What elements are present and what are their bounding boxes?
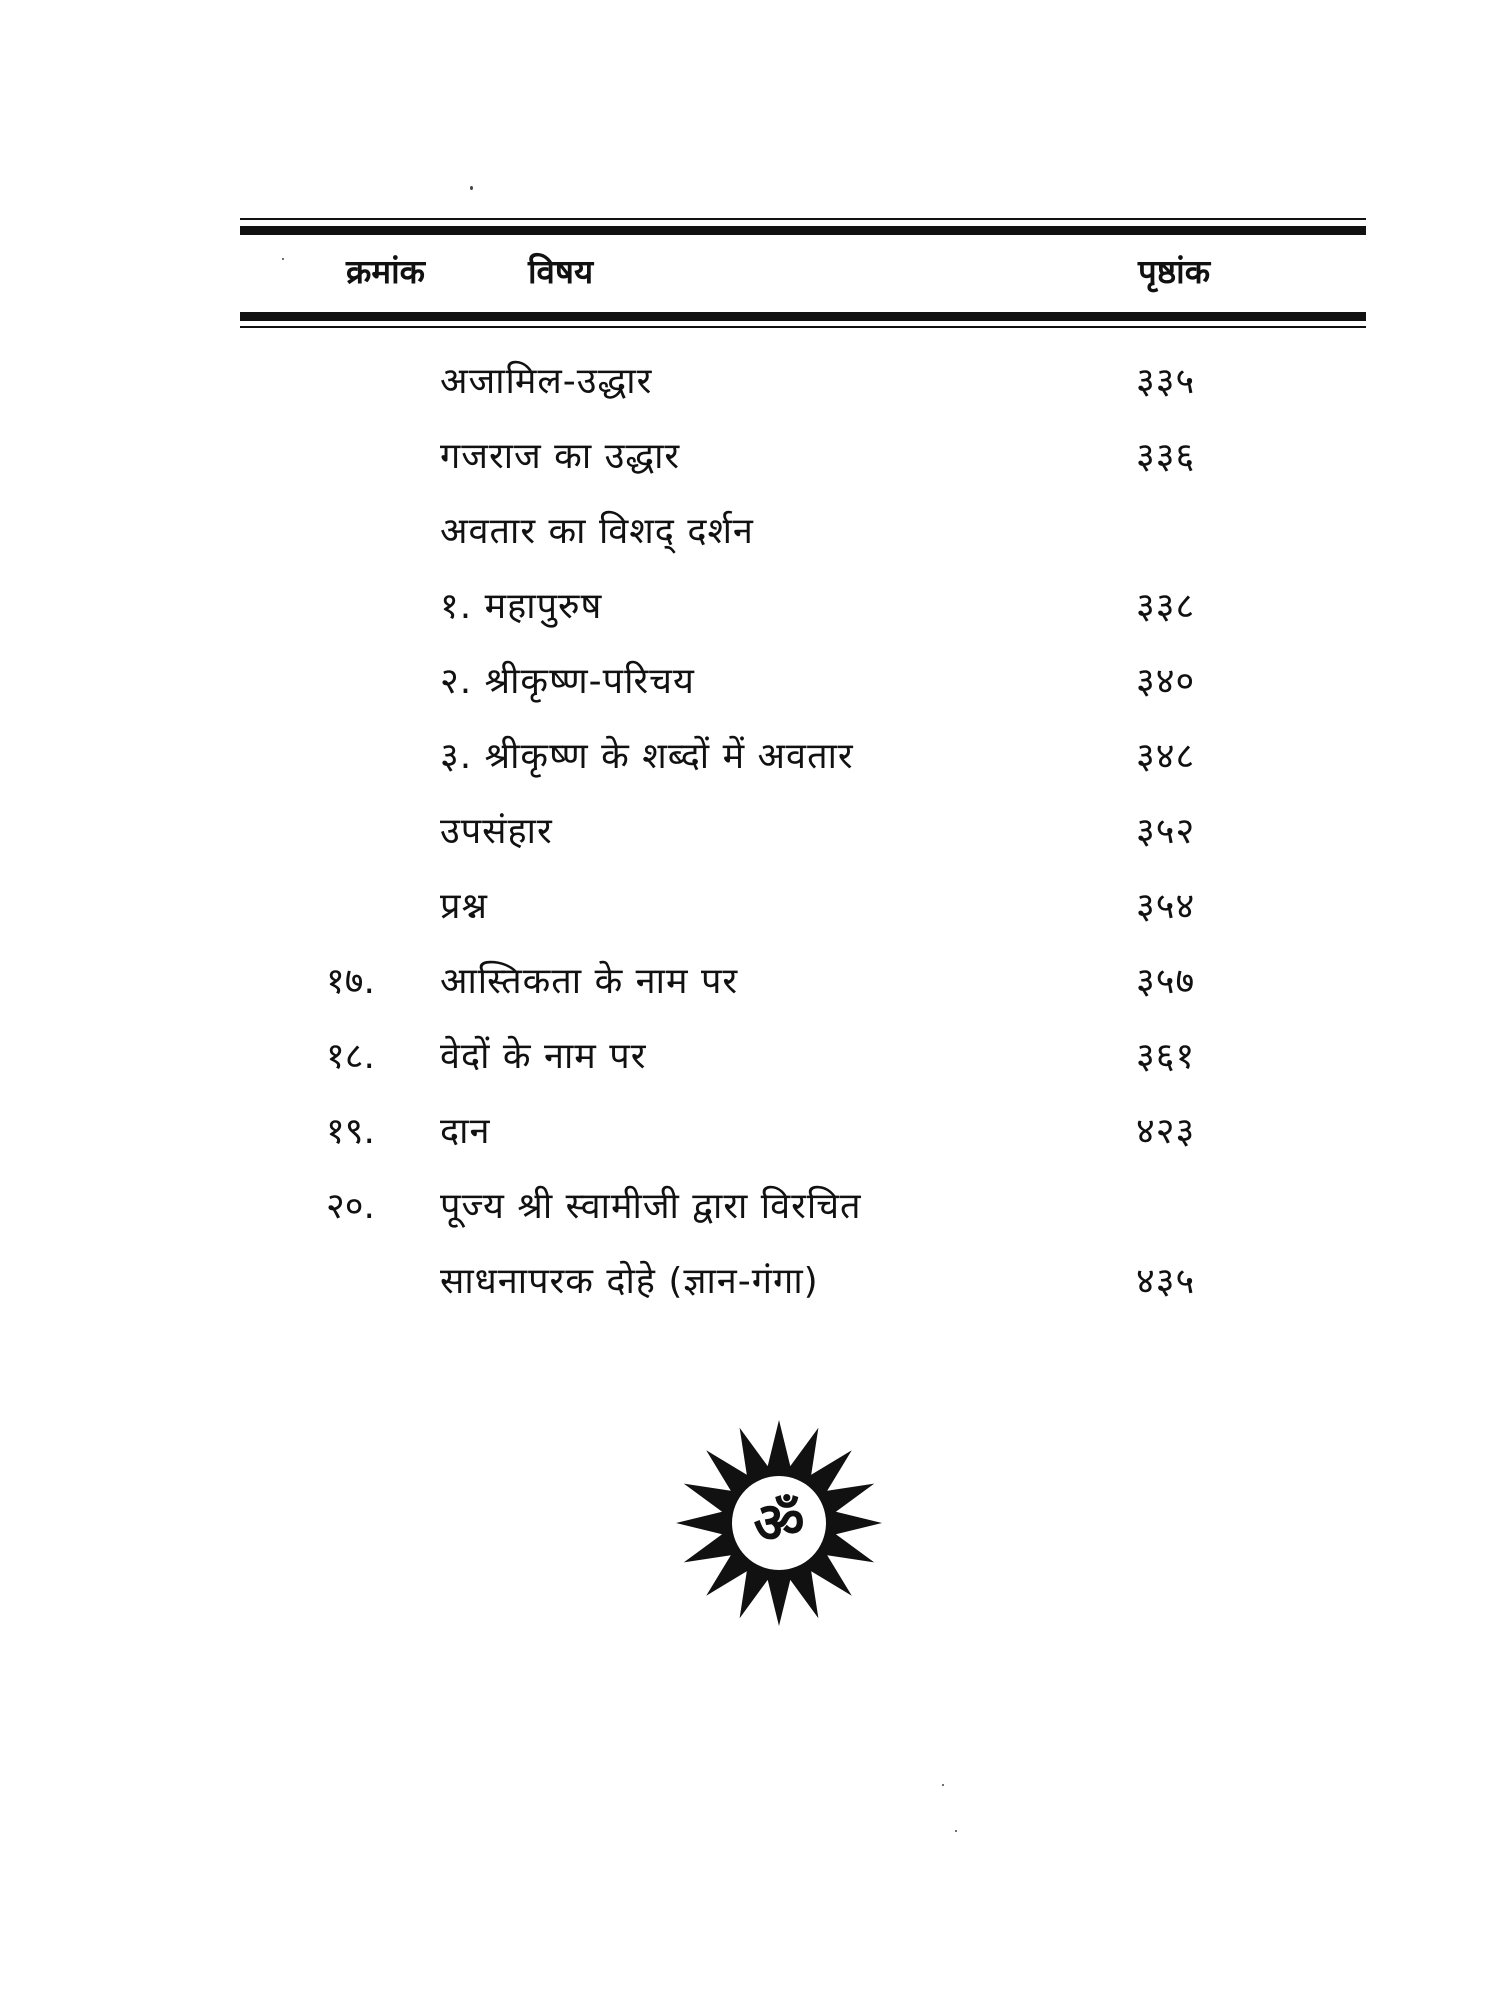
toc-entry <box>0 802 1500 862</box>
entry-page: ३४० <box>1136 661 1196 702</box>
entry-page: ४२३ <box>1136 1111 1196 1152</box>
toc-entry <box>0 502 1500 562</box>
toc-entry <box>0 1027 1500 1087</box>
entry-title: वेदों के नाम पर <box>440 1036 647 1077</box>
entry-page: ३५७ <box>1136 961 1196 1002</box>
header-top-rule-thin <box>240 218 1366 220</box>
toc-entry <box>0 352 1500 412</box>
toc-entry <box>0 1252 1500 1312</box>
toc-entry <box>0 652 1500 712</box>
header-number-label: क्रमांक <box>346 252 425 291</box>
entry-title: १. महापुरुष <box>440 586 603 627</box>
entry-page: ३३६ <box>1136 436 1196 477</box>
entry-title: अजामिल-उद्धार <box>440 361 653 402</box>
entry-number: १७. <box>326 961 375 1002</box>
scan-speck <box>955 1830 957 1832</box>
entry-title: ३. श्रीकृष्ण के शब्दों में अवतार <box>440 736 854 777</box>
toc-entry <box>0 427 1500 487</box>
entry-number: २०. <box>326 1186 375 1227</box>
entry-title: पूज्य श्री स्वामीजी द्वारा विरचित <box>440 1186 862 1227</box>
entry-title: आस्तिकता के नाम पर <box>440 961 739 1002</box>
scan-speck <box>282 258 284 260</box>
toc-entry <box>0 577 1500 637</box>
entry-title: उपसंहार <box>440 811 553 852</box>
toc-entry <box>0 952 1500 1012</box>
scan-speck <box>470 186 473 190</box>
toc-entry <box>0 877 1500 937</box>
header-top-rule-thick <box>240 226 1366 235</box>
entry-page: ३४८ <box>1136 736 1196 777</box>
toc-entry <box>0 1102 1500 1162</box>
om-emblem <box>674 1418 884 1628</box>
entry-number: १९. <box>326 1111 375 1152</box>
toc-entry <box>0 727 1500 787</box>
entry-title: गजराज का उद्धार <box>440 436 681 477</box>
header-subject-label: विषय <box>528 252 594 291</box>
entry-page: ४३५ <box>1136 1261 1196 1302</box>
om-symbol: ॐ <box>753 1491 805 1556</box>
entry-number: १८. <box>326 1036 375 1077</box>
toc-header <box>0 248 1500 298</box>
entry-page: ३३८ <box>1136 586 1196 627</box>
entry-page: ३५२ <box>1136 811 1196 852</box>
entry-title: साधनापरक दोहे (ज्ञान-गंगा) <box>440 1261 819 1302</box>
toc-entry <box>0 1177 1500 1237</box>
entry-page: ३५४ <box>1136 886 1196 927</box>
scan-speck <box>942 1784 944 1786</box>
header-page-label: पृष्ठांक <box>1138 252 1211 291</box>
entry-page: ३३५ <box>1136 361 1196 402</box>
entry-title: दान <box>440 1111 491 1152</box>
entry-page: ३६१ <box>1136 1036 1196 1077</box>
entry-title: २. श्रीकृष्ण-परिचय <box>440 661 695 702</box>
om-sun-icon <box>674 1418 884 1628</box>
header-bottom-rule-thick <box>240 312 1366 321</box>
entry-title: अवतार का विशद् दर्शन <box>440 511 754 552</box>
entry-title: प्रश्न <box>440 886 488 927</box>
header-bottom-rule-thin <box>240 326 1366 328</box>
